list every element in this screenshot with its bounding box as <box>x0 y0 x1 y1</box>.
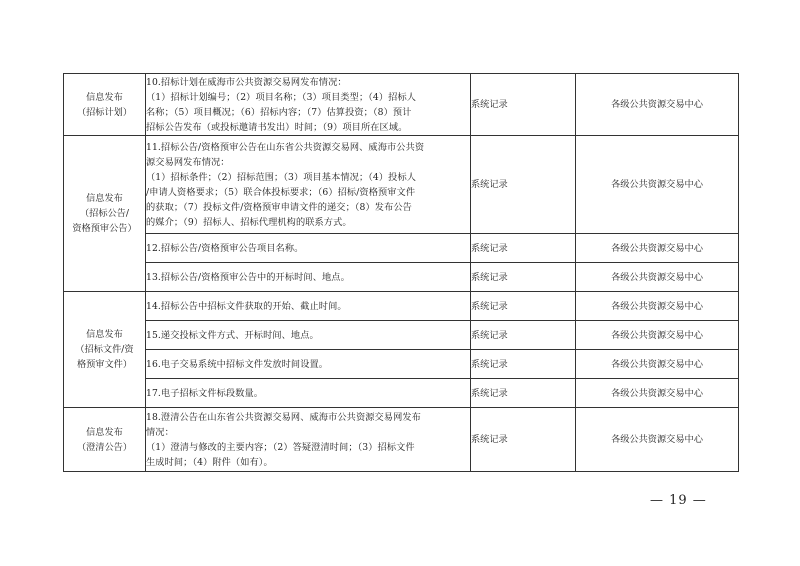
content-cell: 10.招标计划在威海市公共资源交易网发布情况： （1）招标计划编号；（2）项目名称；（3）项目类型；（4）招标人 名称；（5）项目概况；（6）招标内容；（7）估算投资；（8）预计 招标公告发布（或投标邀请书发出）时间；（9）项目所在区域。 <box>146 74 471 136</box>
table-row <box>64 292 739 321</box>
responsible-cell: 各级公共资源交易中心 <box>576 136 739 234</box>
category-cell: 信息发布 （招标文件/资 格预审文件） <box>64 292 146 408</box>
method-cell: 系统记录 <box>471 408 576 472</box>
responsible-cell: 各级公共资源交易中心 <box>576 74 739 136</box>
table-row <box>64 263 739 292</box>
responsible-cell: 各级公共资源交易中心 <box>576 321 739 350</box>
table-row <box>64 379 739 408</box>
content-cell: 18.澄清公告在山东省公共资源交易网、威海市公共资源交易网发布 情况： （1）澄清与修改的主要内容；（2）答疑澄清时间；（3）招标文件 生成时间；（4）附件（如有）。 <box>146 408 471 472</box>
method-cell: 系统记录 <box>471 292 576 321</box>
table-row <box>64 234 739 263</box>
method-cell: 系统记录 <box>471 74 576 136</box>
category-cell: 信息发布 （澄清公告） <box>64 408 146 472</box>
content-cell: 11.招标公告/资格预审公告在山东省公共资源交易网、威海市公共资 源交易网发布情况： （1）招标条件；（2）招标范围；（3）项目基本情况；（4）投标人 /申请人资格要求；（5）联合体投标要求；（6）招标/资格预审文件 的获取；（7）投标文件/资格预审申请文件的递交；（8）发布公告 的媒介；（9）招标人、招标代理机构的联系方式。 <box>146 136 471 234</box>
table-row <box>64 408 739 472</box>
table-row <box>64 350 739 379</box>
table-row <box>64 321 739 350</box>
responsible-cell: 各级公共资源交易中心 <box>576 263 739 292</box>
category-cell: 信息发布 （招标计划） <box>64 74 146 136</box>
responsible-cell: 各级公共资源交易中心 <box>576 408 739 472</box>
page-number: — 19 — <box>650 493 707 508</box>
content-cell: 14.招标公告中招标文件获取的开始、截止时间。 <box>146 292 471 321</box>
responsible-cell: 各级公共资源交易中心 <box>576 292 739 321</box>
method-cell: 系统记录 <box>471 234 576 263</box>
content-cell: 16.电子交易系统中招标文件发放时间设置。 <box>146 350 471 379</box>
content-cell: 17.电子招标文件标段数量。 <box>146 379 471 408</box>
content-cell: 12.招标公告/资格预审公告项目名称。 <box>146 234 471 263</box>
method-cell: 系统记录 <box>471 321 576 350</box>
content-cell: 13.招标公告/资格预审公告中的开标时间、地点。 <box>146 263 471 292</box>
method-cell: 系统记录 <box>471 379 576 408</box>
responsible-cell: 各级公共资源交易中心 <box>576 379 739 408</box>
responsible-cell: 各级公共资源交易中心 <box>576 234 739 263</box>
disclosure-table <box>63 73 739 472</box>
category-cell: 信息发布 （招标公告/ 资格预审公告） <box>64 136 146 292</box>
method-cell: 系统记录 <box>471 350 576 379</box>
method-cell: 系统记录 <box>471 263 576 292</box>
table-row <box>64 74 739 136</box>
method-cell: 系统记录 <box>471 136 576 234</box>
responsible-cell: 各级公共资源交易中心 <box>576 350 739 379</box>
content-cell: 15.递交投标文件方式、开标时间、地点。 <box>146 321 471 350</box>
table-row <box>64 136 739 234</box>
